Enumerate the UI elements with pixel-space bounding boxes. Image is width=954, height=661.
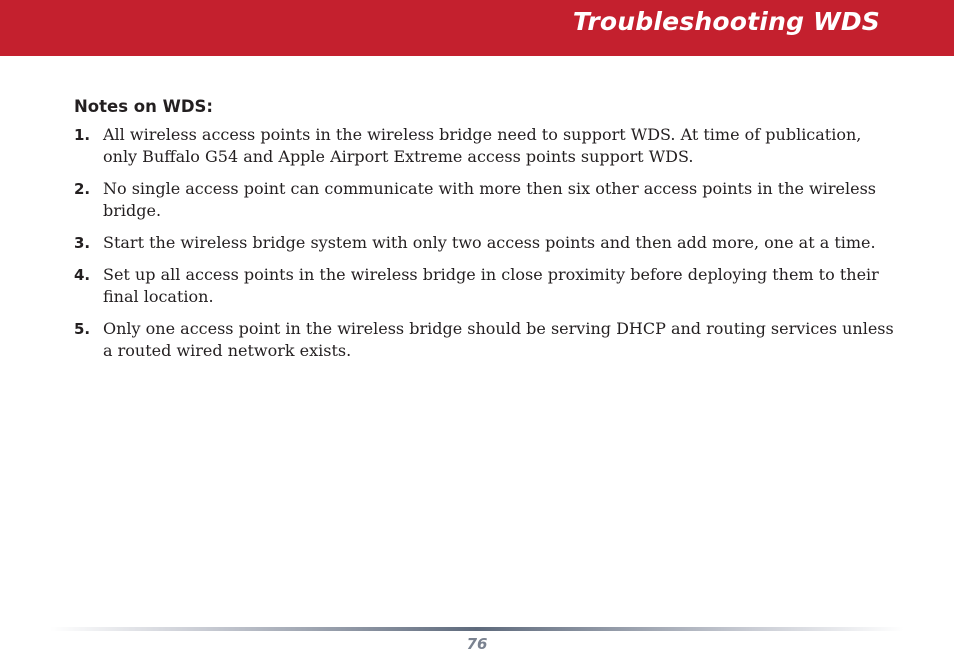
list-item-number: 2.: [74, 180, 91, 198]
page-number: 76: [466, 635, 488, 653]
list-item: [74, 264, 894, 308]
list-item: [74, 318, 894, 362]
page-title: Troubleshooting WDS: [572, 7, 880, 36]
footer-divider: [50, 627, 904, 631]
list-item-number: 3.: [74, 234, 91, 252]
list-item: [74, 232, 894, 254]
header-bar: [0, 0, 954, 56]
list-item-number: 1.: [74, 126, 91, 144]
list-item-text: All wireless access points in the wireless bridge need to support WDS. At time of publication, only Buffalo G54 and Apple Airport Extreme access points support WDS.: [103, 125, 862, 166]
list-item-text: No single access point can communicate with more then six other access points in the wireless bridge.: [103, 179, 876, 220]
list-item-text: Set up all access points in the wireless bridge in close proximity before deploying them to their final location.: [103, 265, 879, 306]
notes-list: [74, 124, 894, 362]
list-item: [74, 178, 894, 222]
list-item: [74, 124, 894, 168]
section-heading: Notes on WDS:: [74, 97, 213, 116]
list-item-number: 5.: [74, 320, 91, 338]
list-item-number: 4.: [74, 266, 91, 284]
list-item-text: Only one access point in the wireless bridge should be serving DHCP and routing services unless a routed wired network exists.: [103, 319, 894, 360]
main-content: [74, 96, 894, 372]
list-item-text: Start the wireless bridge system with only two access points and then add more, one at a time.: [103, 233, 876, 252]
